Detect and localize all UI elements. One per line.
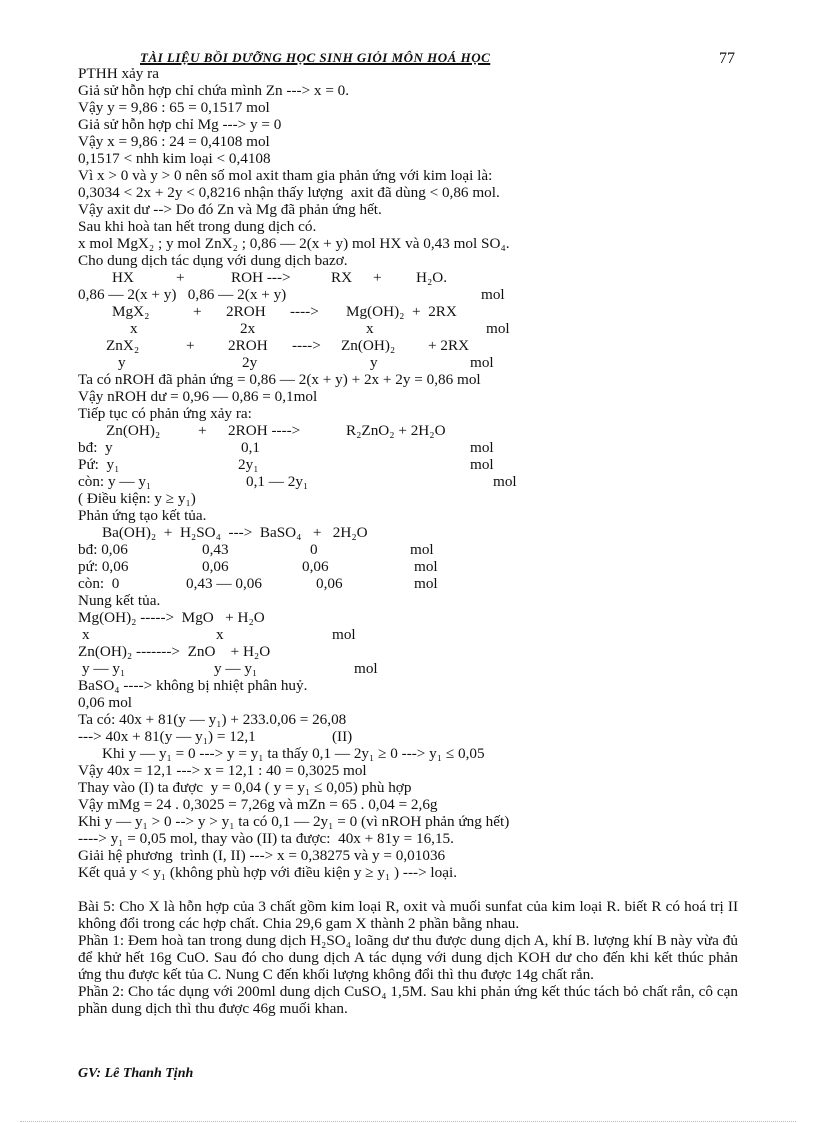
line-text: ( Điều kiện: y ≥ y₁): [78, 490, 196, 507]
line-text: 2ROH: [228, 337, 268, 354]
line-text: 0,1517 < nhh kim loại < 0,4108: [78, 150, 271, 167]
line-text: Vậy axit dư --> Do đó Zn và Mg đã phản ứng hết.: [78, 201, 382, 218]
solution-line: [78, 252, 738, 269]
line-text: +: [373, 269, 382, 286]
line-text: mol: [486, 320, 510, 337]
solution-line: [78, 337, 738, 354]
solution-line: [78, 269, 738, 286]
line-text: x mol MgX₂ ; y mol ZnX₂ ; 0,86 — 2(x + y) mol HX và 0,43 mol SO₄.: [78, 235, 510, 252]
line-text: Tiếp tục có phản ứng xảy ra:: [78, 405, 252, 422]
solution-line: [78, 626, 738, 643]
page-number: 77: [719, 50, 735, 67]
solution-line: [78, 524, 738, 541]
line-text: R₂ZnO₂ + 2H₂O: [346, 422, 446, 439]
line-text: pứ: 0,06: [78, 558, 129, 575]
line-text: ---->: [290, 303, 319, 320]
line-text: PTHH xảy ra: [78, 65, 159, 82]
line-text: + 2RX: [428, 337, 470, 354]
line-text: Zn(OH)₂: [341, 337, 396, 354]
line-text: ZnX₂: [106, 337, 140, 354]
line-text: 2x: [240, 320, 256, 337]
line-text: ---->: [292, 337, 321, 354]
solution-line: [78, 150, 738, 167]
line-text: 0,1 — 2y₁: [246, 473, 309, 490]
solution-line: [78, 745, 738, 762]
solution-line: [78, 201, 738, 218]
line-text: Vậy 40x = 12,1 ---> x = 12,1 : 40 = 0,3025 mol: [78, 762, 367, 779]
line-text: 0,1: [241, 439, 260, 456]
line-text: bđ: 0,06: [78, 541, 128, 558]
line-text: ROH --->: [231, 269, 291, 286]
line-text: mol: [481, 286, 505, 303]
solution-line: [78, 303, 738, 320]
line-text: Sau khi hoà tan hết trong dung dịch có.: [78, 218, 317, 235]
problem-5: [78, 898, 738, 1017]
problem-paragraph: Phần 2: Cho tác dụng với 200ml dung dịch CuSO₄ 1,5M. Sau khi phản ứng kết thúc tách bỏ chất rắn, cô cạn phần dung dịch thì thu được 46g muối khan.: [78, 983, 738, 1017]
line-text: mol: [470, 439, 494, 456]
line-text: 0,06 mol: [78, 694, 133, 711]
line-text: Mg(OH)₂ + 2RX: [346, 303, 457, 320]
line-text: Khi y — y₁ = 0 ---> y = y₁ ta thấy 0,1 — 2y₁ ≥ 0 ---> y₁ ≤ 0,05: [102, 745, 485, 762]
line-text: Zn(OH)₂: [106, 422, 161, 439]
line-text: 0,3034 < 2x + 2y < 0,8216 nhận thấy lượng axit đã dùng < 0,86 mol.: [78, 184, 500, 201]
solution-line: [78, 796, 738, 813]
solution-line: [78, 456, 738, 473]
line-text: RX: [331, 269, 353, 286]
solution-line: [78, 643, 738, 660]
solution-line: [78, 507, 738, 524]
solution-line: [78, 371, 738, 388]
solution-line: [78, 99, 738, 116]
problem-paragraph: Bài 5: Cho X là hỗn hợp của 3 chất gồm kim loại R, oxit và muối sunfat của kim loại R. biết R có hoá trị II không đổi trong các hợp chất. Chia 29,6 gam X thành 2 phần bằng nhau.: [78, 898, 738, 932]
line-text: mol: [414, 575, 438, 592]
solution-line: [78, 354, 738, 371]
line-text: x: [366, 320, 374, 337]
solution-line: [78, 575, 738, 592]
line-text: MgX₂: [112, 303, 150, 320]
solution-line: [78, 184, 738, 201]
problem-paragraph: Phần 1: Đem hoà tan trong dung dịch H₂SO₄ loãng dư thu được dung dịch A, khí B. lượng khí B này vừa đủ để khử hết 16g CuO. Sau đó cho dung dịch A tác dụng với dung dịch KOH dư cho đến khi kết thúc phản ứng thu được kết tủa C. Nung C đến khối lượng không đổi thì thu được 14g chất rắn.: [78, 932, 738, 983]
solution-line: [78, 592, 738, 609]
solution-line: [78, 286, 738, 303]
line-text: mol: [470, 354, 494, 371]
line-text: còn: 0: [78, 575, 120, 592]
line-text: HX: [112, 269, 134, 286]
solution-line: [78, 830, 738, 847]
line-text: +: [186, 337, 195, 354]
solution-line: [78, 677, 738, 694]
line-text: +: [198, 422, 207, 439]
solution-lines: [78, 65, 738, 881]
line-text: 0,86 — 2(x + y) 0,86 — 2(x + y): [78, 286, 287, 303]
line-text: Vì x > 0 và y > 0 nên số mol axit tham gia phản ứng với kim loại là:: [78, 167, 493, 184]
line-text: +: [176, 269, 185, 286]
solution-line: [78, 320, 738, 337]
line-text: 0,06: [316, 575, 343, 592]
line-text: còn: y — y₁: [78, 473, 152, 490]
line-text: y — y₁: [214, 660, 258, 677]
line-text: Mg(OH)₂ -----> MgO + H₂O: [78, 609, 265, 626]
solution-line: [78, 660, 738, 677]
solution-line: [78, 762, 738, 779]
line-text: x: [216, 626, 224, 643]
line-text: y: [118, 354, 126, 371]
line-text: y — y₁: [82, 660, 126, 677]
solution-line: [78, 65, 738, 82]
solution-line: [78, 779, 738, 796]
solution-line: [78, 167, 738, 184]
line-text: Kết quả y < y₁ (không phù hợp với điều kiện y ≥ y₁ ) ---> loại.: [78, 864, 458, 881]
solution-line: [78, 558, 738, 575]
line-text: y: [370, 354, 378, 371]
line-text: mol: [332, 626, 356, 643]
line-text: Vậy y = 9,86 : 65 = 0,1517 mol: [78, 99, 270, 116]
line-text: x: [82, 626, 90, 643]
line-text: Vậy x = 9,86 : 24 = 0,4108 mol: [78, 133, 270, 150]
solution-line: [78, 405, 738, 422]
solution-line: [78, 490, 738, 507]
line-text: mol: [470, 456, 494, 473]
line-text: Giả sử hỗn hợp chỉ Mg ---> y = 0: [78, 116, 282, 133]
line-text: mol: [493, 473, 517, 490]
solution-line: [78, 541, 738, 558]
line-text: Vậy nROH dư = 0,96 — 0,86 = 0,1mol: [78, 388, 318, 405]
line-text: mol: [414, 558, 438, 575]
solution-line: [78, 116, 738, 133]
footer-author: GV: Lê Thanh Tịnh: [78, 1066, 194, 1081]
solution-line: [78, 473, 738, 490]
line-text: 2y₁: [238, 456, 259, 473]
line-text: Thay vào (I) ta được y = 0,04 ( y = y₁ ≤ 0,05) phù hợp: [78, 779, 412, 796]
solution-line: [78, 609, 738, 626]
line-text: Nung kết tủa.: [78, 592, 161, 609]
solution-line: [78, 847, 738, 864]
line-text: 0,43: [202, 541, 229, 558]
line-text: 0,06: [202, 558, 229, 575]
solution-line: [78, 813, 738, 830]
line-text: Khi y — y₁ > 0 --> y > y₁ ta có 0,1 — 2y₁ = 0 (vì nROH phản ứng hết): [78, 813, 510, 830]
line-text: 0,43 — 0,06: [186, 575, 262, 592]
solution-line: [78, 439, 738, 456]
document-body: [78, 65, 738, 1017]
page-bottom-rule: [20, 1121, 796, 1122]
line-text: 2ROH: [226, 303, 266, 320]
line-text: Giải hệ phương trình (I, II) ---> x = 0,38275 và y = 0,01036: [78, 847, 446, 864]
line-text: x: [130, 320, 138, 337]
solution-line: [78, 422, 738, 439]
line-text: 2y: [242, 354, 258, 371]
solution-line: [78, 694, 738, 711]
line-text: Cho dung dịch tác dụng với dung dịch bazơ.: [78, 252, 348, 269]
page-header: [140, 49, 655, 63]
line-text: Ta có nROH đã phản ứng = 0,86 — 2(x + y) + 2x + 2y = 0,86 mol: [78, 371, 481, 388]
solution-line: [78, 218, 738, 235]
line-text: 0,06: [302, 558, 329, 575]
line-text: bđ: y: [78, 439, 113, 456]
line-text: ----> y₁ = 0,05 mol, thay vào (II) ta được: 40x + 81y = 16,15.: [78, 830, 454, 847]
solution-line: [78, 388, 738, 405]
line-text: Ta có: 40x + 81(y — y₁) + 233.0,06 = 26,08: [78, 711, 347, 728]
header-title: TÀI LIỆU BỒI DƯỠNG HỌC SINH GIỎI MÔN HOÁ HỌC: [140, 50, 491, 65]
solution-line: [78, 235, 738, 252]
solution-line: [78, 82, 738, 99]
line-text: 0: [310, 541, 318, 558]
line-text: Giả sử hỗn hợp chỉ chứa mình Zn ---> x = 0.: [78, 82, 350, 99]
line-text: H₂O.: [416, 269, 448, 286]
line-text: ---> 40x + 81(y — y₁) = 12,1: [78, 728, 256, 745]
solution-line: [78, 728, 738, 745]
line-text: +: [193, 303, 202, 320]
line-text: BaSO₄ ----> không bị nhiệt phân huỷ.: [78, 677, 308, 694]
line-text: Ba(OH)₂ + H₂SO₄ ---> BaSO₄ + 2H₂O: [102, 524, 368, 541]
solution-line: [78, 711, 738, 728]
line-text: Vậy mMg = 24 . 0,3025 = 7,26g và mZn = 65 . 0,04 = 2,6g: [78, 796, 438, 813]
line-text: Zn(OH)₂ -------> ZnO + H₂O: [78, 643, 271, 660]
line-text: mol: [410, 541, 434, 558]
solution-line: [78, 133, 738, 150]
line-text: Pứ: y₁: [78, 456, 120, 473]
solution-line: [78, 864, 738, 881]
line-text: 2ROH ---->: [228, 422, 301, 439]
line-text: (II): [332, 728, 353, 745]
line-text: mol: [354, 660, 378, 677]
line-text: Phản ứng tạo kết tủa.: [78, 507, 207, 524]
